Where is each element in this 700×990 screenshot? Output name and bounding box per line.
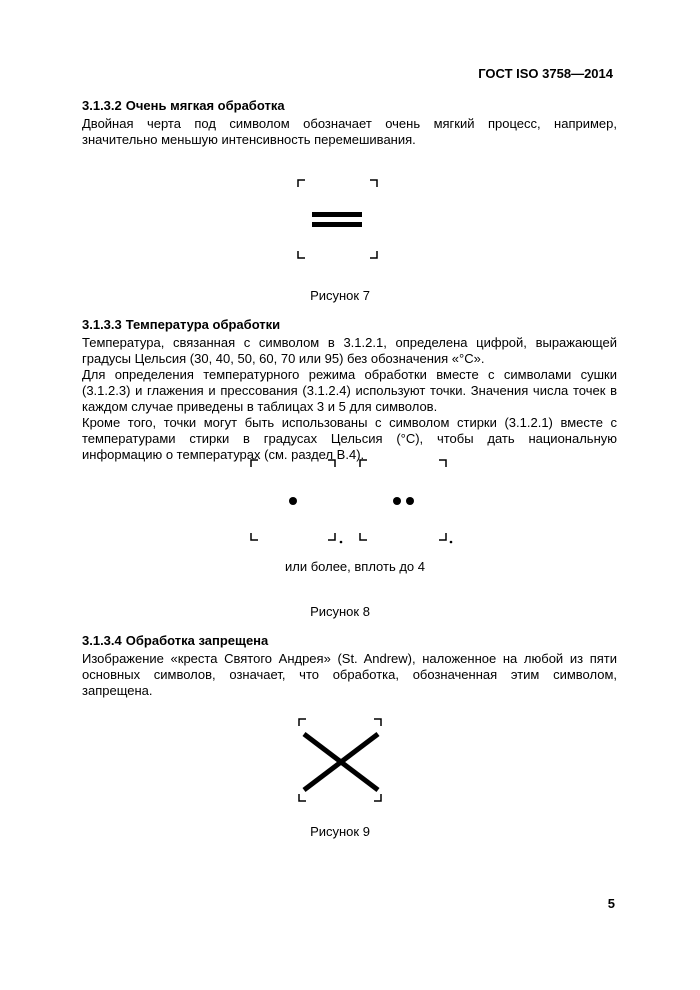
- section-title: Температура обработки: [125, 317, 281, 332]
- double-bar-bottom: [312, 222, 362, 227]
- dot-pair-2: [406, 497, 414, 505]
- figure-8-caption: Рисунок 8: [310, 604, 370, 619]
- left-corner-tr: [328, 460, 335, 467]
- section-3-1-3-2: [82, 98, 617, 148]
- corner-tl: [298, 180, 305, 187]
- section-heading: [82, 633, 617, 649]
- corner-br: [370, 251, 377, 258]
- double-bar-top: [312, 212, 362, 217]
- figure-9-cross-symbol: [294, 714, 386, 806]
- right-corner-br: [439, 533, 446, 540]
- section-number: 3.1.3.4: [82, 633, 122, 648]
- figure-7-symbol: [290, 175, 385, 265]
- dot-single: [289, 497, 297, 505]
- comma-left: [340, 541, 343, 544]
- standard-header: ГОСТ ISO 3758—2014: [478, 66, 613, 81]
- section-3-1-3-3: [82, 317, 617, 463]
- section-text: Двойная черта под символом обозначает очень мягкий процесс, например, значительно меньшую интенсивность перемешивания.: [82, 116, 617, 147]
- dot-pair-1: [393, 497, 401, 505]
- section-heading: [82, 317, 617, 333]
- section-title: Очень мягкая обработка: [125, 98, 285, 113]
- comma-right: [450, 541, 453, 544]
- right-corner-bl: [360, 533, 367, 540]
- right-corner-tl: [360, 460, 367, 467]
- page-number: 5: [607, 896, 615, 911]
- section-paragraph-2: Для определения температурного режима обработки вместе с символами сушки (3.1.2.3) и глажения и прессования (3.1.2.4) используют точки. Значения числа точек в каждом случае приведены в таблицах 3 и 5 для символов.: [82, 367, 617, 414]
- corner-bl: [299, 794, 306, 801]
- figure-9-caption: Рисунок 9: [310, 824, 370, 839]
- section-paragraph-3: Кроме того, точки могут быть использованы с символом стирки (3.1.2.1) вместе с температурами стирки в градусах Цельсия (°С), чтобы дать национальную информацию о температурах (см. раздел В.4).: [82, 415, 617, 462]
- section-3-1-3-4: [82, 633, 617, 699]
- figure-7-caption: Рисунок 7: [310, 288, 370, 303]
- corner-tl: [299, 719, 306, 726]
- right-corner-tr: [439, 460, 446, 467]
- left-corner-bl: [251, 533, 258, 540]
- corner-tr: [374, 719, 381, 726]
- corner-br: [374, 794, 381, 801]
- section-title: Обработка запрещена: [125, 633, 269, 648]
- corner-tr: [370, 180, 377, 187]
- section-number: 3.1.3.3: [82, 317, 122, 332]
- section-number: 3.1.3.2: [82, 98, 122, 113]
- corner-bl: [298, 251, 305, 258]
- section-paragraph-1: Температура, связанная с символом в 3.1.2.1, определена цифрой, выражающей градусы Цельсия (30, 40, 50, 60, 70 или 95) без обозначения «°С».: [82, 335, 617, 366]
- figure-8-symbols: [243, 455, 458, 547]
- section-heading: [82, 98, 617, 114]
- figure-8-note: или более, вплоть до 4: [285, 559, 425, 574]
- left-corner-tl: [251, 460, 258, 467]
- left-corner-br: [328, 533, 335, 540]
- section-text: Изображение «креста Святого Андрея» (St. Andrew), наложенное на любой из пяти основных символов, означает, что обработка, обозначенная этим символом, запрещена.: [82, 651, 617, 698]
